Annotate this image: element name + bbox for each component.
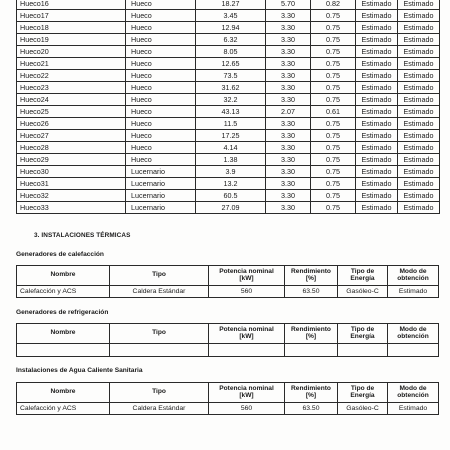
cell-tipo: Hueco — [126, 82, 196, 94]
cell-potencia — [209, 344, 285, 357]
cell-name: Hueco19 — [17, 34, 126, 46]
cell-u: 3.30 — [266, 190, 311, 202]
cell-superficie: 3.45 — [196, 10, 266, 22]
cell-u: 3.30 — [266, 130, 311, 142]
rendimiento-label: Rendimiento — [291, 325, 331, 333]
cell-m1: Estimado — [356, 130, 398, 142]
energia-label-2: Energía — [350, 332, 375, 340]
cell-superficie: 18.27 — [196, 0, 266, 10]
table-row — [17, 202, 440, 214]
cell-g: 0.75 — [311, 70, 356, 82]
cell-m2: Estimado — [398, 166, 440, 178]
cell-name: Hueco30 — [17, 166, 126, 178]
cell-g: 0.61 — [311, 106, 356, 118]
cell-name: Hueco21 — [17, 58, 126, 70]
cell-g: 0.75 — [311, 154, 356, 166]
table-row — [17, 403, 439, 415]
table-row — [17, 118, 440, 130]
cell-m1: Estimado — [356, 118, 398, 130]
cell-m1: Estimado — [356, 22, 398, 34]
cell-g: 0.75 — [311, 10, 356, 22]
cell-m1: Estimado — [356, 178, 398, 190]
cell-name: Hueco23 — [17, 82, 126, 94]
cell-g: 0.75 — [311, 22, 356, 34]
cell-m1: Estimado — [356, 166, 398, 178]
rendimiento-unit: [%] — [305, 391, 317, 399]
col-potencia — [209, 383, 285, 403]
energia-label: Tipo de — [350, 267, 375, 275]
cell-tipo: Hueco — [126, 0, 196, 10]
cell-nombre — [17, 344, 110, 357]
cell-u: 5.70 — [266, 0, 311, 10]
modo-label: Modo de — [399, 384, 427, 392]
cell-nombre: Calefacción y ACS — [17, 403, 110, 415]
cell-tipo: Hueco — [126, 10, 196, 22]
huecos-table — [16, 0, 440, 214]
cell-tipo: Hueco — [126, 34, 196, 46]
cell-tipo: Hueco — [126, 118, 196, 130]
cell-u: 3.30 — [266, 34, 311, 46]
cell-g: 0.82 — [311, 0, 356, 10]
potencia-unit: [kW] — [239, 332, 254, 340]
table-row — [17, 46, 440, 58]
table-row — [17, 286, 439, 298]
cell-g: 0.75 — [311, 94, 356, 106]
cell-superficie: 31.62 — [196, 82, 266, 94]
cell-m2: Estimado — [398, 34, 440, 46]
col-nombre: Nombre — [17, 266, 110, 286]
cell-m1: Estimado — [356, 0, 398, 10]
cell-superficie: 8.05 — [196, 46, 266, 58]
table-row — [17, 0, 440, 10]
cell-superficie: 13.2 — [196, 178, 266, 190]
rendimiento-unit: [%] — [305, 274, 317, 282]
cell-g: 0.75 — [311, 34, 356, 46]
col-potencia — [209, 266, 285, 286]
col-energia — [338, 383, 388, 403]
cell-m2: Estimado — [398, 202, 440, 214]
cell-tipo: Hueco — [126, 46, 196, 58]
col-rendimiento — [285, 324, 338, 344]
cell-m1: Estimado — [356, 70, 398, 82]
cell-m2: Estimado — [398, 22, 440, 34]
cell-superficie: 6.32 — [196, 34, 266, 46]
col-nombre: Nombre — [17, 324, 110, 344]
cell-m2: Estimado — [398, 0, 440, 10]
cell-m1: Estimado — [356, 94, 398, 106]
cell-g: 0.75 — [311, 58, 356, 70]
cell-m2: Estimado — [398, 130, 440, 142]
cell-tipo: Hueco — [126, 22, 196, 34]
cell-m1: Estimado — [356, 46, 398, 58]
cell-energia: Gasóleo-C — [338, 403, 388, 415]
energia-label: Tipo de — [350, 325, 375, 333]
cell-superficie: 73.5 — [196, 70, 266, 82]
cell-g: 0.75 — [311, 82, 356, 94]
cell-m2: Estimado — [398, 142, 440, 154]
table-row — [17, 130, 440, 142]
section-title-instalaciones: 3. INSTALACIONES TÉRMICAS — [34, 232, 131, 239]
potencia-unit: [kW] — [239, 274, 254, 282]
table-row — [17, 344, 439, 357]
table-row — [17, 106, 440, 118]
modo-label-2: obtención — [397, 332, 429, 340]
cell-g: 0.75 — [311, 130, 356, 142]
cell-tipo: Hueco — [126, 70, 196, 82]
cell-name: Hueco18 — [17, 22, 126, 34]
energia-label-2: Energía — [350, 274, 375, 282]
cell-m2: Estimado — [398, 70, 440, 82]
potencia-unit: [kW] — [239, 391, 254, 399]
cell-u: 3.30 — [266, 118, 311, 130]
cell-u: 3.30 — [266, 202, 311, 214]
cell-tipo: Lucernario — [126, 178, 196, 190]
cell-rendimiento: 63.50 — [285, 403, 338, 415]
potencia-label: Potencia nominal — [219, 384, 274, 392]
table-row — [17, 34, 440, 46]
cell-superficie: 12.94 — [196, 22, 266, 34]
col-tipo: Tipo — [110, 383, 209, 403]
cell-tipo: Hueco — [126, 130, 196, 142]
table-row — [17, 166, 440, 178]
cell-potencia: 560 — [209, 403, 285, 415]
cell-superficie: 60.5 — [196, 190, 266, 202]
cell-tipo: Hueco — [126, 142, 196, 154]
cell-tipo: Hueco — [126, 58, 196, 70]
table-row — [17, 178, 440, 190]
huecos-table-body — [17, 0, 440, 214]
cell-m2: Estimado — [398, 154, 440, 166]
cell-m1: Estimado — [356, 202, 398, 214]
cell-g: 0.75 — [311, 202, 356, 214]
cell-g: 0.75 — [311, 166, 356, 178]
refrigeracion-table — [16, 323, 439, 357]
cell-potencia: 560 — [209, 286, 285, 298]
cell-u: 3.30 — [266, 178, 311, 190]
col-modo — [388, 266, 439, 286]
cell-name: Hueco29 — [17, 154, 126, 166]
cell-superficie: 32.2 — [196, 94, 266, 106]
calefaccion-table — [16, 265, 439, 298]
cell-m2: Estimado — [398, 82, 440, 94]
cell-u: 2.07 — [266, 106, 311, 118]
cell-tipo — [110, 344, 209, 357]
cell-nombre: Calefacción y ACS — [17, 286, 110, 298]
cell-name: Hueco17 — [17, 10, 126, 22]
table-row — [17, 58, 440, 70]
modo-label-2: obtención — [397, 274, 429, 282]
cell-energia — [338, 344, 388, 357]
cell-tipo: Hueco — [126, 106, 196, 118]
cell-m2: Estimado — [398, 190, 440, 202]
potencia-label: Potencia nominal — [219, 267, 274, 275]
col-energia — [338, 324, 388, 344]
cell-m2: Estimado — [398, 118, 440, 130]
modo-label: Modo de — [399, 325, 427, 333]
table-row — [17, 82, 440, 94]
cell-superficie: 1.38 — [196, 154, 266, 166]
cell-m2: Estimado — [398, 46, 440, 58]
cell-name: Hueco16 — [17, 0, 126, 10]
cell-m2: Estimado — [398, 94, 440, 106]
cell-m1: Estimado — [356, 34, 398, 46]
cell-name: Hueco31 — [17, 178, 126, 190]
cell-u: 3.30 — [266, 94, 311, 106]
rendimiento-label: Rendimiento — [291, 384, 331, 392]
cell-modo: Estimado — [388, 286, 439, 298]
cell-m2: Estimado — [398, 58, 440, 70]
col-modo — [388, 324, 439, 344]
col-rendimiento — [285, 266, 338, 286]
cell-u: 3.30 — [266, 70, 311, 82]
cell-superficie: 17.25 — [196, 130, 266, 142]
cell-name: Hueco22 — [17, 70, 126, 82]
acs-title: Instalaciones de Agua Caliente Sanitaria — [16, 367, 143, 374]
cell-name: Hueco33 — [17, 202, 126, 214]
cell-m1: Estimado — [356, 58, 398, 70]
table-row — [17, 94, 440, 106]
cell-m1: Estimado — [356, 10, 398, 22]
energia-label: Tipo de — [350, 384, 375, 392]
col-tipo: Tipo — [110, 324, 209, 344]
table-row — [17, 10, 440, 22]
cell-modo: Estimado — [388, 403, 439, 415]
cell-u: 3.30 — [266, 82, 311, 94]
cell-g: 0.75 — [311, 46, 356, 58]
cell-tipo: Lucernario — [126, 202, 196, 214]
rendimiento-label: Rendimiento — [291, 267, 331, 275]
refrigeracion-title: Generadores de refrigeración — [16, 309, 109, 316]
cell-superficie: 11.5 — [196, 118, 266, 130]
cell-tipo: Lucernario — [126, 190, 196, 202]
table-row — [17, 142, 440, 154]
cell-m1: Estimado — [356, 154, 398, 166]
cell-g: 0.75 — [311, 142, 356, 154]
cell-tipo: Caldera Estándar — [110, 286, 209, 298]
cell-m2: Estimado — [398, 178, 440, 190]
table-row — [17, 22, 440, 34]
cell-u: 3.30 — [266, 166, 311, 178]
table-row — [17, 190, 440, 202]
col-modo — [388, 383, 439, 403]
cell-u: 3.30 — [266, 10, 311, 22]
cell-superficie: 12.65 — [196, 58, 266, 70]
col-nombre: Nombre — [17, 383, 110, 403]
cell-tipo: Caldera Estándar — [110, 403, 209, 415]
cell-rendimiento — [285, 344, 338, 357]
cell-superficie: 4.14 — [196, 142, 266, 154]
potencia-label: Potencia nominal — [219, 325, 274, 333]
cell-name: Hueco32 — [17, 190, 126, 202]
cell-u: 3.30 — [266, 22, 311, 34]
cell-superficie: 27.09 — [196, 202, 266, 214]
modo-label: Modo de — [399, 267, 427, 275]
col-potencia — [209, 324, 285, 344]
col-tipo: Tipo — [110, 266, 209, 286]
calefaccion-title: Generadores de calefacción — [16, 251, 104, 258]
cell-u: 3.30 — [266, 154, 311, 166]
col-energia — [338, 266, 388, 286]
rendimiento-unit: [%] — [305, 332, 317, 340]
cell-u: 3.30 — [266, 46, 311, 58]
col-rendimiento — [285, 383, 338, 403]
energia-label-2: Energía — [350, 391, 375, 399]
cell-g: 0.75 — [311, 118, 356, 130]
cell-name: Hueco24 — [17, 94, 126, 106]
cell-m1: Estimado — [356, 142, 398, 154]
cell-rendimiento: 63.50 — [285, 286, 338, 298]
cell-energia: Gasóleo-C — [338, 286, 388, 298]
cell-g: 0.75 — [311, 178, 356, 190]
modo-label-2: obtención — [397, 391, 429, 399]
cell-tipo: Lucernario — [126, 166, 196, 178]
cell-tipo: Hueco — [126, 154, 196, 166]
cell-name: Hueco25 — [17, 106, 126, 118]
acs-table — [16, 382, 439, 415]
cell-tipo: Hueco — [126, 94, 196, 106]
cell-superficie: 43.13 — [196, 106, 266, 118]
cell-modo — [388, 344, 439, 357]
cell-name: Hueco20 — [17, 46, 126, 58]
cell-superficie: 3.9 — [196, 166, 266, 178]
cell-m2: Estimado — [398, 106, 440, 118]
table-row — [17, 70, 440, 82]
cell-g: 0.75 — [311, 190, 356, 202]
cell-m2: Estimado — [398, 10, 440, 22]
cell-name: Hueco28 — [17, 142, 126, 154]
table-row — [17, 154, 440, 166]
cell-m1: Estimado — [356, 82, 398, 94]
cell-name: Hueco26 — [17, 118, 126, 130]
cell-u: 3.30 — [266, 58, 311, 70]
cell-name: Hueco27 — [17, 130, 126, 142]
cell-m1: Estimado — [356, 106, 398, 118]
cell-u: 3.30 — [266, 142, 311, 154]
cell-m1: Estimado — [356, 190, 398, 202]
